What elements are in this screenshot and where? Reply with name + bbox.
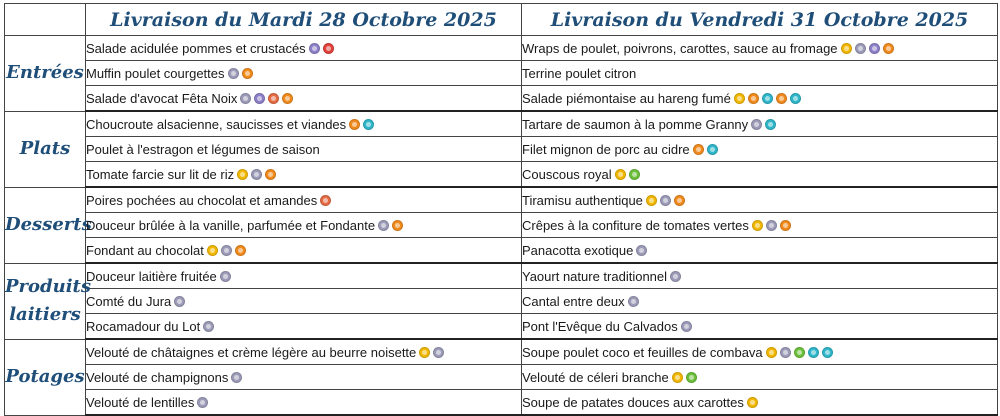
dish-name: Wraps de poulet, poivrons, carottes, sauce au fromage xyxy=(522,40,838,56)
local-icon xyxy=(174,296,185,307)
menu-row xyxy=(5,162,998,188)
dish-cell-day1 xyxy=(86,187,522,213)
dish-name: Douceur brûlée à la vanille, parfumée et Fondante xyxy=(86,217,376,233)
dish-name: Velouté de châtaignes et crème légère au beurre noisette xyxy=(86,344,417,360)
dish-name: Crêpes à la confiture de tomates vertes xyxy=(522,217,749,233)
dish-cell-day1 xyxy=(86,238,522,264)
local-icon xyxy=(660,195,671,206)
organic-icon xyxy=(747,397,758,408)
dish-cell-day1 xyxy=(86,36,522,61)
menu-row xyxy=(5,238,998,264)
menu-row xyxy=(5,390,998,416)
menu-row xyxy=(5,263,998,289)
organic-icon xyxy=(752,220,763,231)
dish-name: Yaourt nature traditionnel xyxy=(522,268,668,284)
local-icon xyxy=(670,271,681,282)
dish-cell-day1 xyxy=(86,289,522,314)
local-icon xyxy=(240,93,251,104)
label-icon xyxy=(780,220,791,231)
menu-row xyxy=(5,61,998,86)
day1-header: Livraison du Mardi 28 Octobre 2025 xyxy=(86,4,522,36)
local-icon xyxy=(628,296,639,307)
organic-icon xyxy=(766,347,777,358)
label-icon xyxy=(265,169,276,180)
dish-name: Muffin poulet courgettes xyxy=(86,65,225,81)
dish-name: Salade piémontaise au hareng fumé xyxy=(522,90,731,106)
dish-cell-day1 xyxy=(86,263,522,289)
fish-icon xyxy=(808,347,819,358)
organic-icon xyxy=(734,93,745,104)
label-icon xyxy=(693,144,704,155)
dish-cell-day2 xyxy=(522,86,998,112)
dish-cell-day2 xyxy=(522,339,998,365)
menu-row xyxy=(5,314,998,340)
dish-cell-day2 xyxy=(522,111,998,137)
local-icon xyxy=(855,43,866,54)
dish-name: Pont l'Evêque du Calvados xyxy=(522,318,678,334)
purple-icon xyxy=(869,43,880,54)
dish-cell-day1 xyxy=(86,390,522,416)
dish-name: Velouté de lentilles xyxy=(86,394,195,410)
organic-icon xyxy=(672,372,683,383)
dish-cell-day1 xyxy=(86,339,522,365)
menu-row xyxy=(5,86,998,112)
category-label: Produits laitiers xyxy=(5,263,86,339)
local-icon xyxy=(751,119,762,130)
veggie-icon xyxy=(794,347,805,358)
menu-row xyxy=(5,187,998,213)
dish-cell-day2 xyxy=(522,213,998,238)
category-label: Potages xyxy=(5,339,86,415)
local-icon xyxy=(636,245,647,256)
label-icon xyxy=(392,220,403,231)
veggie-icon xyxy=(686,372,697,383)
dish-cell-day1 xyxy=(86,365,522,390)
day2-header: Livraison du Vendredi 31 Octobre 2025 xyxy=(522,4,998,36)
local-icon xyxy=(378,220,389,231)
dish-name: Couscous royal xyxy=(522,166,612,182)
fish-icon xyxy=(790,93,801,104)
menu-row xyxy=(5,213,998,238)
dish-name: Velouté de céleri branche xyxy=(522,369,669,385)
label-icon xyxy=(776,93,787,104)
heart-icon xyxy=(268,93,279,104)
header-row xyxy=(5,4,998,36)
menu-row xyxy=(5,365,998,390)
dish-name: Poulet à l'estragon et légumes de saison xyxy=(86,141,320,157)
menu-body xyxy=(5,36,998,416)
corner-cell xyxy=(5,4,86,36)
dish-name: Tiramisu authentique xyxy=(522,192,643,208)
local-icon xyxy=(433,347,444,358)
local-icon xyxy=(251,169,262,180)
dish-cell-day2 xyxy=(522,61,998,86)
label-icon xyxy=(748,93,759,104)
dish-name: Comté du Jura xyxy=(86,293,172,309)
dish-name: Fondant au chocolat xyxy=(86,242,204,258)
local-icon xyxy=(221,245,232,256)
local-icon xyxy=(231,372,242,383)
dish-name: Terrine poulet citron xyxy=(522,65,637,81)
dish-name: Tartare de saumon à la pomme Granny xyxy=(522,116,749,132)
menu-row xyxy=(5,339,998,365)
dish-name: Panacotta exotique xyxy=(522,242,634,258)
dish-cell-day2 xyxy=(522,314,998,340)
dish-name: Soupe de patates douces aux carottes xyxy=(522,394,744,410)
dish-cell-day1 xyxy=(86,61,522,86)
dish-cell-day1 xyxy=(86,111,522,137)
dish-cell-day1 xyxy=(86,314,522,340)
dish-name: Rocamadour du Lot xyxy=(86,318,201,334)
dish-cell-day2 xyxy=(522,365,998,390)
organic-icon xyxy=(615,169,626,180)
label-icon xyxy=(235,245,246,256)
dish-name: Douceur laitière fruitée xyxy=(86,268,217,284)
local-icon xyxy=(203,321,214,332)
dish-name: Poires pochées au chocolat et amandes xyxy=(86,192,318,208)
local-icon xyxy=(766,220,777,231)
dish-name: Choucroute alsacienne, saucisses et viandes xyxy=(86,116,347,132)
menu-row xyxy=(5,36,998,61)
dish-cell-day2 xyxy=(522,187,998,213)
dish-cell-day1 xyxy=(86,137,522,162)
dish-name: Tomate farcie sur lit de riz xyxy=(86,166,235,182)
category-label: Desserts xyxy=(5,187,86,263)
local-icon xyxy=(681,321,692,332)
fish-icon xyxy=(762,93,773,104)
fish-icon xyxy=(765,119,776,130)
veggie-icon xyxy=(629,169,640,180)
category-label: Plats xyxy=(5,111,86,187)
dish-name: Salade acidulée pommes et crustacés xyxy=(86,40,306,56)
fish-icon xyxy=(707,144,718,155)
dish-cell-day1 xyxy=(86,86,522,112)
label-icon xyxy=(883,43,894,54)
dish-cell-day2 xyxy=(522,289,998,314)
dish-name: Cantal entre deux xyxy=(522,293,625,309)
menu-row xyxy=(5,137,998,162)
dish-name: Velouté de champignons xyxy=(86,369,229,385)
local-icon xyxy=(780,347,791,358)
dish-cell-day2 xyxy=(522,137,998,162)
dish-cell-day2 xyxy=(522,238,998,264)
fish-icon xyxy=(822,347,833,358)
dish-cell-day2 xyxy=(522,162,998,188)
category-label: Entrées xyxy=(5,36,86,112)
heart-icon xyxy=(320,195,331,206)
label-icon xyxy=(674,195,685,206)
label-icon xyxy=(282,93,293,104)
dish-cell-day1 xyxy=(86,213,522,238)
organic-icon xyxy=(419,347,430,358)
dish-name: Salade d'avocat Fêta Noix xyxy=(86,90,238,106)
organic-icon xyxy=(646,195,657,206)
label-icon xyxy=(242,68,253,79)
label-icon xyxy=(349,119,360,130)
organic-icon xyxy=(237,169,248,180)
local-icon xyxy=(220,271,231,282)
dish-name: Soupe poulet coco et feuilles de combava xyxy=(522,344,763,360)
local-icon xyxy=(197,397,208,408)
red-icon xyxy=(323,43,334,54)
purple-icon xyxy=(254,93,265,104)
menu-table xyxy=(4,3,998,416)
dish-cell-day2 xyxy=(522,36,998,61)
dish-cell-day1 xyxy=(86,162,522,188)
organic-icon xyxy=(207,245,218,256)
menu-row xyxy=(5,111,998,137)
dish-cell-day2 xyxy=(522,390,998,416)
organic-icon xyxy=(841,43,852,54)
local-icon xyxy=(228,68,239,79)
fish-icon xyxy=(363,119,374,130)
menu-row xyxy=(5,289,998,314)
dish-cell-day2 xyxy=(522,263,998,289)
purple-icon xyxy=(309,43,320,54)
dish-name: Filet mignon de porc au cidre xyxy=(522,141,690,157)
